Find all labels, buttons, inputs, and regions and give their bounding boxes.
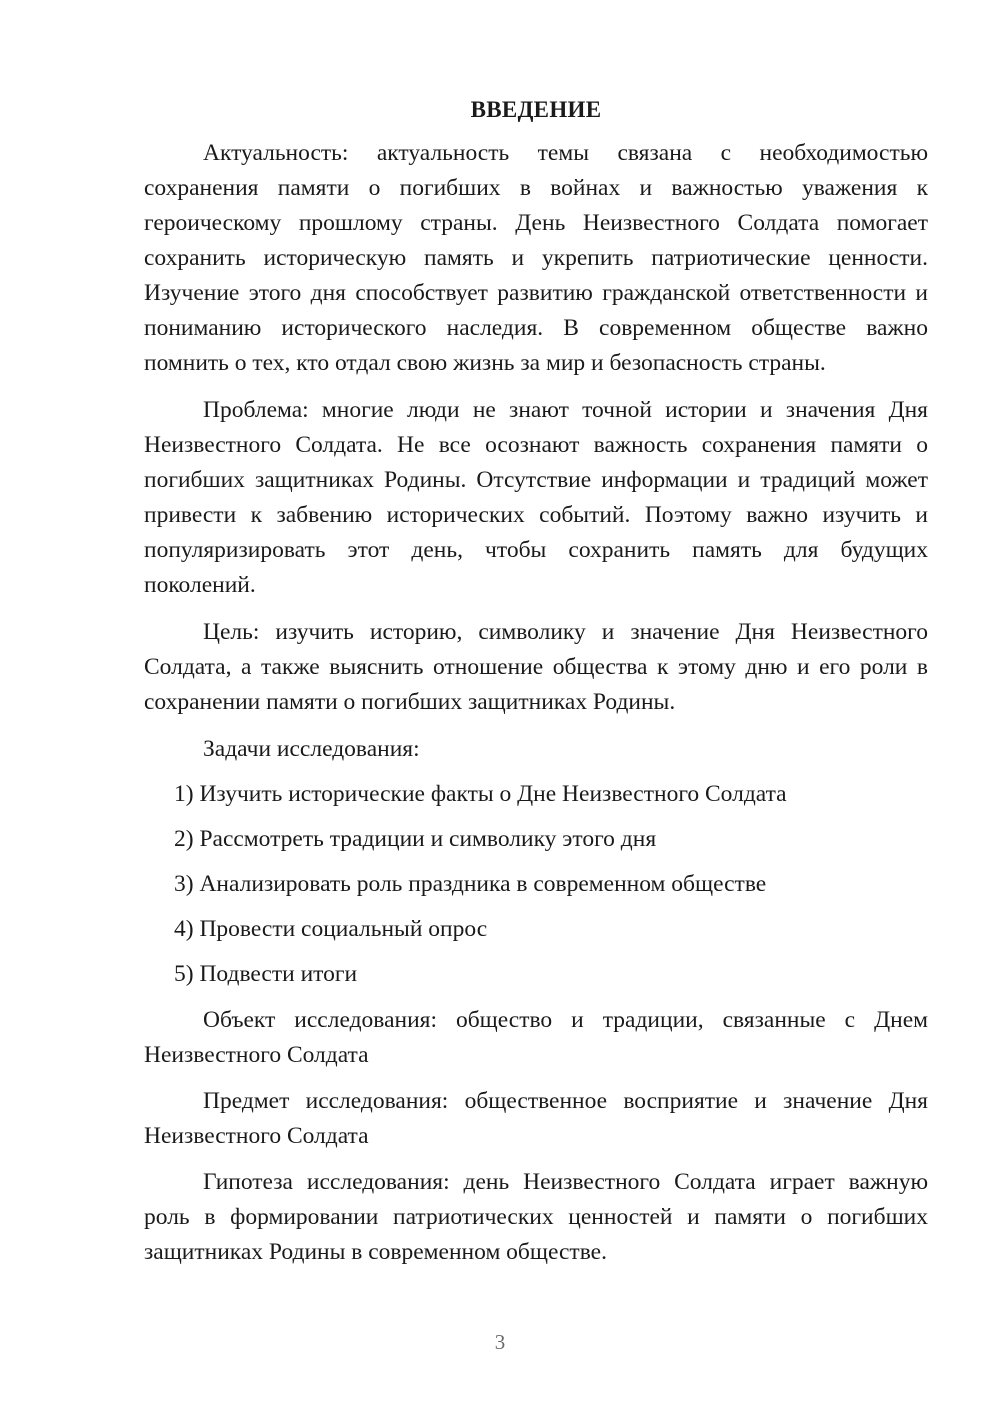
tasks-title: Задачи исследования:	[203, 736, 420, 762]
task-item: 3) Анализировать роль праздника в современном обществе	[174, 871, 767, 897]
section-heading: ВВЕДЕНИЕ	[470, 97, 602, 122]
document-page	[144, 96, 928, 1270]
problem-paragraph: Проблема: многие люди не знают точной истории и значения Дня Неизвестного Солдата. Не все осознают важность сохранения памяти о погибших защитниках Родины. Отсутствие информации и традиций может привести к забвению исторических событий. Поэтому важно изучить и популяризировать этот день, чтобы сохранить память для будущих поколений.	[144, 397, 928, 598]
tasks-list	[144, 777, 928, 992]
task-item: 1) Изучить исторические факты о Дне Неизвестного Солдата	[174, 781, 787, 807]
object-paragraph: Объект исследования: общество и традиции, связанные с Днем Неизвестного Солдата	[144, 1007, 928, 1068]
task-item: 4) Провести социальный опрос	[174, 916, 488, 942]
task-item: 2) Рассмотреть традиции и символику этого дня	[174, 826, 657, 852]
relevance-paragraph: Актуальность: актуальность темы связана с необходимостью сохранения памяти о погибших в войнах и важностью уважения к героическому прошлому страны. День Неизвестного Солдата помогает сохранить историческую память и укрепить патриотические ценности. Изучение этого дня способствует развитию гражданской ответственности и пониманию исторического наследия. В современном обществе важно помнить о тех, кто отдал свою жизнь за мир и безопасность страны.	[144, 140, 928, 376]
task-item: 5) Подвести итоги	[174, 961, 358, 987]
goal-paragraph: Цель: изучить историю, символику и значение Дня Неизвестного Солдата, а также выяснить отношение общества к этому дню и его роли в сохранении памяти о погибших защитниках Родины.	[144, 619, 928, 715]
hypothesis-paragraph: Гипотеза исследования: день Неизвестного Солдата играет важную роль в формировании патриотических ценностей и памяти о погибших защитниках Родины в современном обществе.	[144, 1169, 928, 1265]
page-number: 3	[494, 1330, 506, 1354]
subject-paragraph: Предмет исследования: общественное восприятие и значение Дня Неизвестного Солдата	[144, 1088, 928, 1149]
